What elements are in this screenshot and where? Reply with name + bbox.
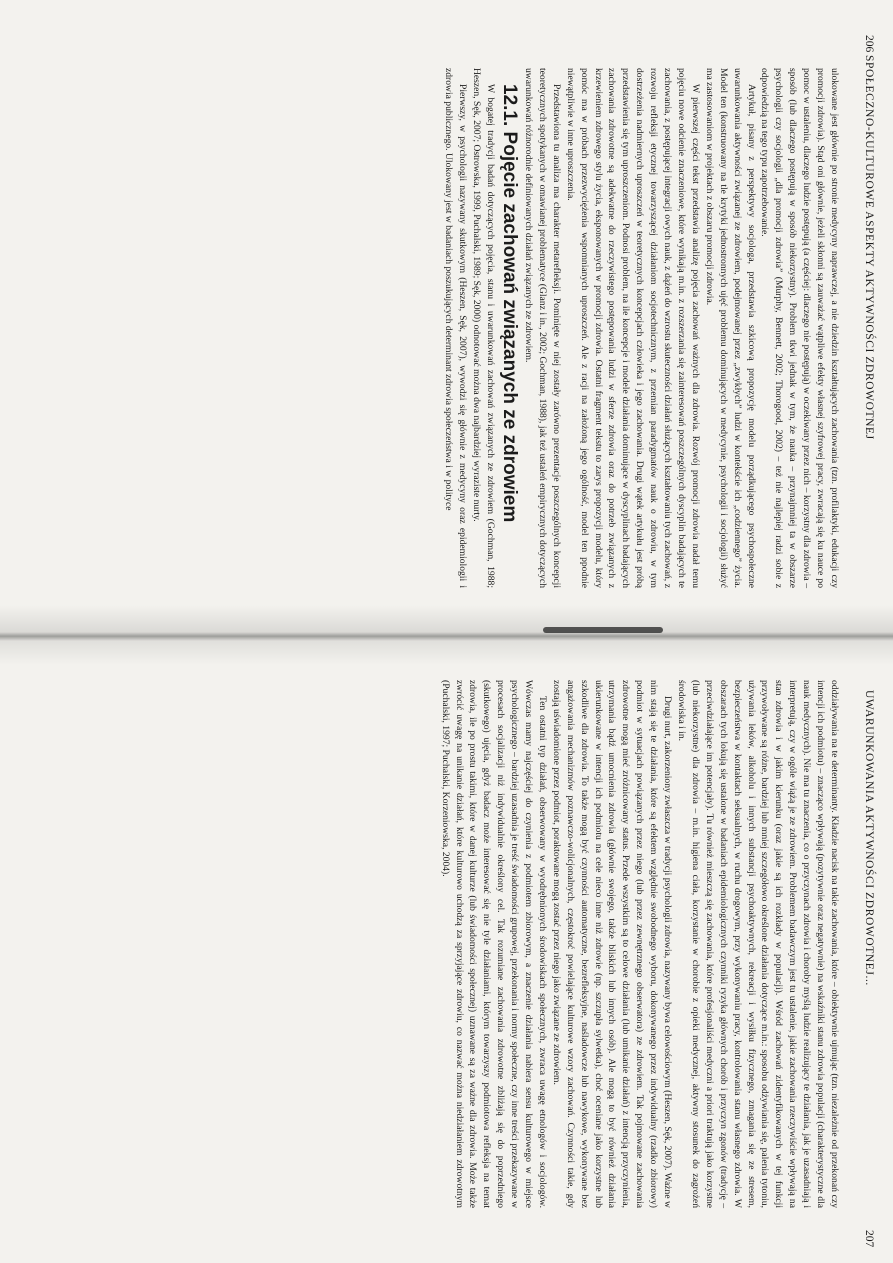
left-page	[0, 0, 893, 618]
left-paragraph-3: W pierwszej części tekst przedstawia analizę pojęcia zachowań ważnych dla zdrowia. Rozwój promocji zdrowia nadał temu pojęciu nowe odcienie znaczeniowe, które wynikają m.in. z rozszerzania się zainteresowań poszczególnych dyscyplin badających te zachowania, z postępującej integracji owych nauk, z dążeń do wzrostu skuteczności działań służących kształtowaniu tych zachowań, z rozwoju refleksji etycznej towarzyszącej działaniom socjotechnicznym, z przemian paradygmatów nauk o zdrowiu, w tym dostrzeżenia nadmiernych uproszczeń w teoretycznych koncepcjach człowieka i jego zachowania. Drugi wątek artykułu jest próbą przedstawienia się tym uproszczeniom. Podnosi problem, na ile koncepcje i modele działania dominujące w dyscyplinach badających zachowania zdrowotne są adekwatne do rzeczywistego postępowania ludzi w sferze zdrowia oraz do potrzeb związanych z krzewieniem zdrowego stylu życia, eksponowanych w promocji zdrowia. Ostatni fragment tekstu to zarys propozycji modelu, który pomóc ma w próbach przezwyciężenia wspomnianych uproszczeń. Ale z racji na założoną jego ogólność, model ten ppodnie niewątpliwie w inne uproszczenia.	[564, 68, 701, 588]
left-page-body	[442, 68, 841, 588]
right-paragraph-1: oddziaływania na te determinanty. Kładzie nacisk na takie zachowania, które – obiektywnie ujmując (tzn. niezależnie od przekonań czy intencji ich podmiotu) – znacząco wpływają (pozytywnie oraz negatywnie) na wskaźniki stanu zdrowia populacji (charakterystyczne dla nauk medycznych). Nie ma tu znaczenia, co o przyczynach zdrowia i choroby myślą ludzie realizujący te działania, jak je uzasadniają i interpretują, czy w ogóle wiążą je ze zdrowiem. Problemem badawczym jest tu ustalenie, jakie zachowania rzeczywiście wpływają na stan zdrowia i w jakim kierunku (oraz jakie są ich rozkłady w populacji). Wśród zachowań zidentyfikowanych w tej funkcji przywoływane są różne, bardziej lub mniej szczegółowo określone działania dotyczące m.in.: sposobu odżywiania się, palenia tytoniu, używania leków, alkoholu i innych substancji psychoaktywnych, rekreacji i wysiłku fizycznego, zmagania się ze stresem, bezpieczeństwa w kontaktach seksualnych, w ruchu drogowym, przy wykonywaniu pracy, kontrolowania stanu własnego zdrowia. W obszarach tych lokują się ustalone w badaniach epidemiologicznych czynniki ryzyka głównych chorób i przyczyn zgonów (tradycję – przeciwdziałające im potencjały). Tu również mieszczą się zachowania, które profesjonaliści medyczni a priori traktują jako korzystne (lub niekorzystne) dla zdrowia – m.in. higiena ciała, korzystanie w chorobie z opieki medycznej, aktywny stosunek do zagrożeń środowiska i in.	[676, 680, 840, 1208]
gutter-binding-mark	[543, 627, 663, 633]
right-paragraph-3: Ten ostatni typ działań, obserwowany w wyodrębnionych środowiskach społecznych, zwraca uwagę etnologów i socjologów. Wówczas mamy najczęściej do czynienia z podmiotem zbiorowym, a znaczenie działania nabiera sensu kulturowego w miejsce psychologicznego – bardziej uzasadnia je treść świadomości grupowej, przekonania i normy społeczne, czy inne treści przekazywane w procesach socjalizacji niż indywidualnie określony cel. Tak rozumiane zachowania zdrowotne zbliżają się do poprzedniego (skutkowego) ujęcia, gdyż badacz może interesować się nie tyle działaniami, którym towarzyszy podmiotowa refleksja na temat zdrowia, ile po prostu takimi, które w danej kulturze (lub świadomości społecznej) uznawane są za ważne dla zdrowia. Może także zwrócić uwagę na unikanie działań, które kulturowo uchodzą za sprzyjające zdrowiu, co nazwać można niedziałaniem zdrowotnym (Puchalski, 1997; Puchalski, Korzeniowska, 2004).	[439, 680, 548, 1208]
left-paragraph-4: Przedstawiona tu analiza ma charakter metarefleksji. Pominięte w niej zostały zarówno prezentacje poszczególnych koncepcji teoretycznych spotykanych w omawianej problematyce (Glanz i in., 2002; Gochman, 1988), jak też ustaleń empirycznych dotyczących uwarunkowań różnorodnie definiowanych działań związanych ze zdrowiem.	[523, 68, 562, 588]
section-paragraph-2: Pierwszy, w psychologii nazywany skutkowym (Heszen, Sęk, 2007), wywodzi się głównie z medycyny oraz epidemiologii i zdrowia publicznego. Ulokowany jest w badaniach poszukujących determinant zdrowia społeczeństwa i w polityce	[443, 68, 469, 588]
left-paragraph-2: Artykuł, pisany z perspektywy socjologa, przedstawia szkicową propozycję modelu porządkującego psychospołeczne uwarunkowania aktywności związanej ze zdrowiem, podejmowanej przez „zwykłych” ludzi w kontekście ich „codziennego” życia. Model ten (konstruowany na tle krytyki jednostronnych ujęć problemu dominujących w medycynie, psychologii i socjologii) służyć ma zastosowaniom w projektach z obszaru promocji zdrowia.	[703, 68, 757, 588]
section-heading: 12.1. Pojęcie zachowań związanych ze zdrowiem	[499, 84, 521, 523]
right-running-head: UWARUNKOWANIA AKTYWNOŚCI ZDROWOTNEJ...	[863, 690, 875, 986]
left-page-number: 206	[863, 35, 875, 53]
right-paragraph-2: Drugi nurt, zakorzeniony zwłaszcza w tradycji psychologii zdrowia, nazywany bywa celowościowym (Heszen, Sęk, 2007). Ważne w nim stają się te działania, które są efektem względnie swobodnego wyboru, dokonywanego przez indywidualny (rzadko zbiorowy) podmiot w sytuacjach powiązanych przez niego (lub przez zewnętrznego obserwatora) ze zdrowiem. Tak pojmowane zachowania zdrowotne mogą mieć zróżnicowany status. Przede wszystkim są to celowe działania (lub umikanie działań) z intencją przyczynienia, utrzymania bądź umocnienia zdrowia (głównie swojego, także bliskich lub innych osób). Ale mogą to być również działania ukierunkowane w intencji ich podmiotu na cele nieco inne niż zdrowie (np. szczupła sylwetka), choć oceniane jako korzystne lub szkodliwe dla zdrowia. To także mogą być czynności automatyczne, bezrefleksyjne, naśladowcze lub nawykowe, wykonywane bez angażowania mechanizmów poznawczo-wolicjonalnych, częstokroć powielające kulturowe wzory zachowań. Czynności takie, gdy zostają uświadomione przez podmiot, poraktowane mogą zostać przez niego jako związane ze zdrowiem.	[550, 680, 674, 1208]
left-paragraph-1: ulokowane jest głównie po stronie medycyny naprawczej, a nie dziedzin kształtujących zachowania (tzn. profilaktyki, edukacji czy promocji zdrowia). Stąd oni głównie, jeżeli skłonni są zauważać wątpliwe efekty własnej szyfrowej pracy, zwracają się ku nauce po pomoc w ustaleniu, dlaczego ludzie postępują (a częściej: dlaczego nie postępują) w oczekiwany przez nich – korzystny dla zdrowia – sposób (lub dlaczego postępują w sposób niekorzystny). Problem tkwi jednak w tym, że nauka – przynajmniej ta w obszarze psychologii czy socjologii „dla promocji zdrowia” (Murphy, Bennett, 2002; Thorogood, 2002) – też nie najlepiej radzi sobie z odpowiedzią na tego typu zapotrzebowanie.	[759, 68, 840, 588]
right-page-number: 207	[863, 1230, 875, 1248]
right-page-body	[438, 680, 841, 1208]
section-paragraph-1: W bogatej tradycji badań dotyczących pojęcia, stanu i uwarunkowań zachowań związanych ze zdrowiem (Gochman, 1988; Heszen, Sęk, 2007; Ostrowska, 1999, Puchalski, 1989; Sęk, 2000) odnotować można dwa najbardziej wyraziste nurty.	[471, 68, 497, 588]
left-running-head: SPOŁECZNO-KULTUROWE ASPEKTY AKTYWNOŚCI ZDROWOTNEJ	[863, 55, 875, 440]
right-page	[0, 650, 893, 1263]
